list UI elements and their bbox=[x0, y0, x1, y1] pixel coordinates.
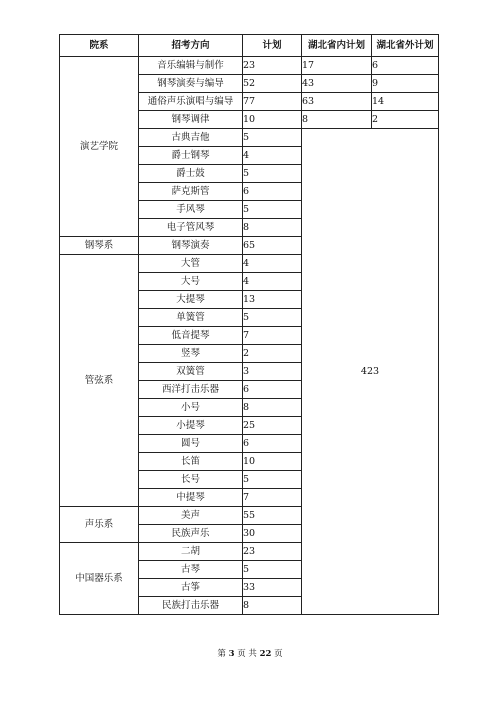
direction-cell: 电子管风琴 bbox=[139, 219, 243, 237]
plan-cell: 7 bbox=[243, 327, 302, 345]
direction-cell: 二胡 bbox=[139, 543, 243, 561]
header-department: 院系 bbox=[60, 35, 139, 57]
plan-cell: 5 bbox=[243, 165, 302, 183]
plan-cell: 77 bbox=[243, 93, 302, 111]
plan-cell: 13 bbox=[243, 291, 302, 309]
plan-cell: 33 bbox=[243, 579, 302, 597]
direction-cell: 小号 bbox=[139, 399, 243, 417]
direction-cell: 古琴 bbox=[139, 561, 243, 579]
plan-cell: 10 bbox=[243, 111, 302, 129]
direction-cell: 美声 bbox=[139, 507, 243, 525]
direction-cell: 竖琴 bbox=[139, 345, 243, 363]
header-direction: 招考方向 bbox=[139, 35, 243, 57]
in-province-cell: 17 bbox=[302, 57, 372, 75]
direction-cell: 大管 bbox=[139, 255, 243, 273]
merged-total-cell: 423 bbox=[302, 129, 439, 615]
table-row bbox=[60, 57, 439, 75]
plan-cell: 4 bbox=[243, 147, 302, 165]
plan-cell: 5 bbox=[243, 309, 302, 327]
plan-cell: 6 bbox=[243, 435, 302, 453]
plan-cell: 23 bbox=[243, 543, 302, 561]
footer-total-pages: 22 bbox=[259, 649, 272, 659]
in-province-cell: 63 bbox=[302, 93, 372, 111]
department-cell: 钢琴系 bbox=[60, 237, 139, 255]
plan-cell: 4 bbox=[243, 255, 302, 273]
direction-cell: 中提琴 bbox=[139, 489, 243, 507]
plan-cell: 6 bbox=[243, 381, 302, 399]
plan-cell: 25 bbox=[243, 417, 302, 435]
plan-cell: 8 bbox=[243, 597, 302, 615]
plan-cell: 3 bbox=[243, 363, 302, 381]
direction-cell: 爵士钢琴 bbox=[139, 147, 243, 165]
department-cell: 声乐系 bbox=[60, 507, 139, 543]
plan-cell: 5 bbox=[243, 471, 302, 489]
in-province-cell: 8 bbox=[302, 111, 372, 129]
direction-cell: 长笛 bbox=[139, 453, 243, 471]
plan-cell: 7 bbox=[243, 489, 302, 507]
out-province-cell: 6 bbox=[372, 57, 439, 75]
direction-cell: 民族打击乐器 bbox=[139, 597, 243, 615]
plan-cell: 8 bbox=[243, 219, 302, 237]
direction-cell: 西洋打击乐器 bbox=[139, 381, 243, 399]
plan-cell: 52 bbox=[243, 75, 302, 93]
direction-cell: 低音提琴 bbox=[139, 327, 243, 345]
direction-cell: 长号 bbox=[139, 471, 243, 489]
out-province-cell: 14 bbox=[372, 93, 439, 111]
department-cell: 演艺学院 bbox=[60, 57, 139, 237]
plan-cell: 30 bbox=[243, 525, 302, 543]
direction-cell: 钢琴演奏 bbox=[139, 237, 243, 255]
direction-cell: 圆号 bbox=[139, 435, 243, 453]
direction-cell: 通俗声乐演唱与编导 bbox=[139, 93, 243, 111]
footer-suffix: 页 bbox=[274, 649, 283, 659]
department-cell: 中国器乐系 bbox=[60, 543, 139, 615]
plan-cell: 8 bbox=[243, 399, 302, 417]
enrollment-plan-table bbox=[59, 34, 439, 615]
direction-cell: 萨克斯管 bbox=[139, 183, 243, 201]
direction-cell: 爵士鼓 bbox=[139, 165, 243, 183]
direction-cell: 古典吉他 bbox=[139, 129, 243, 147]
footer-middle: 页 共 bbox=[237, 649, 257, 659]
direction-cell: 音乐编辑与制作 bbox=[139, 57, 243, 75]
table-header-row bbox=[60, 35, 439, 57]
footer-prefix: 第 bbox=[217, 649, 226, 659]
direction-cell: 钢琴演奏与编导 bbox=[139, 75, 243, 93]
plan-cell: 65 bbox=[243, 237, 302, 255]
plan-cell: 55 bbox=[243, 507, 302, 525]
plan-cell: 6 bbox=[243, 183, 302, 201]
direction-cell: 小提琴 bbox=[139, 417, 243, 435]
plan-cell: 10 bbox=[243, 453, 302, 471]
direction-cell: 钢琴调律 bbox=[139, 111, 243, 129]
header-in-province: 湖北省内计划 bbox=[302, 35, 372, 57]
plan-cell: 4 bbox=[243, 273, 302, 291]
out-province-cell: 2 bbox=[372, 111, 439, 129]
department-cell: 管弦系 bbox=[60, 255, 139, 507]
out-province-cell: 9 bbox=[372, 75, 439, 93]
direction-cell: 手风琴 bbox=[139, 201, 243, 219]
footer-page-number: 3 bbox=[228, 649, 235, 659]
direction-cell: 单簧管 bbox=[139, 309, 243, 327]
direction-cell: 民族声乐 bbox=[139, 525, 243, 543]
direction-cell: 大提琴 bbox=[139, 291, 243, 309]
plan-cell: 23 bbox=[243, 57, 302, 75]
plan-cell: 2 bbox=[243, 345, 302, 363]
plan-cell: 5 bbox=[243, 129, 302, 147]
plan-cell: 5 bbox=[243, 201, 302, 219]
direction-cell: 大号 bbox=[139, 273, 243, 291]
direction-cell: 古筝 bbox=[139, 579, 243, 597]
plan-cell: 5 bbox=[243, 561, 302, 579]
direction-cell: 双簧管 bbox=[139, 363, 243, 381]
header-plan: 计划 bbox=[243, 35, 302, 57]
page-footer bbox=[0, 647, 500, 659]
in-province-cell: 43 bbox=[302, 75, 372, 93]
header-out-province: 湖北省外计划 bbox=[372, 35, 439, 57]
